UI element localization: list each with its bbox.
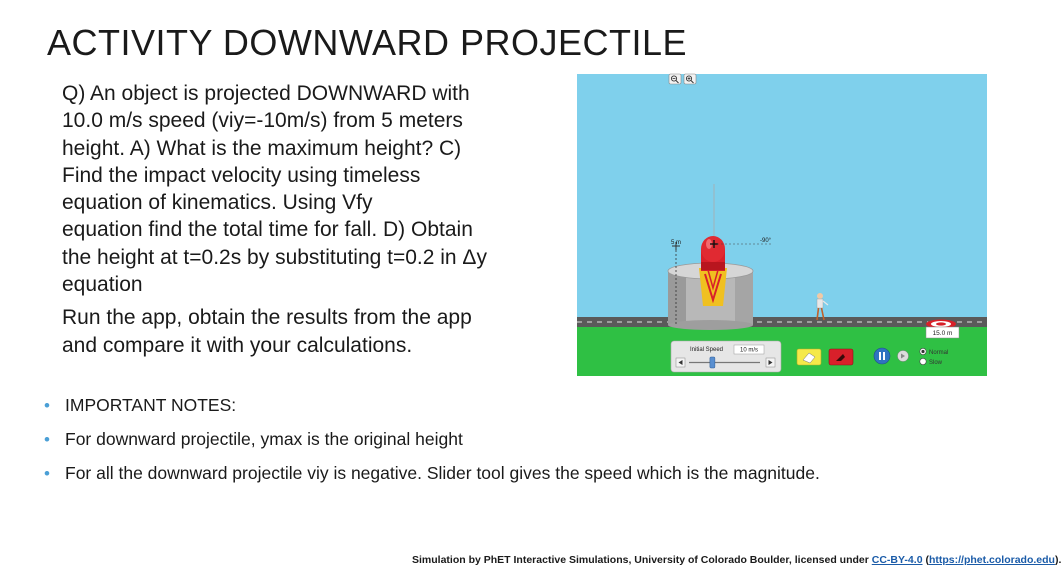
eraser-button[interactable]: [797, 349, 821, 365]
step-button[interactable]: [898, 351, 909, 362]
question-line: height. A) What is the maximum height? C): [62, 136, 462, 160]
phet-site-link[interactable]: https://phet.colorado.edu: [928, 554, 1055, 566]
simulation-canvas[interactable]: [577, 74, 987, 376]
pause-icon: [879, 352, 881, 360]
bullet-icon: •: [44, 396, 50, 415]
note-item: [44, 395, 1004, 429]
initial-speed-panel: [671, 341, 781, 372]
speed-radio-slow[interactable]: [920, 358, 943, 366]
target-distance-label: 15.0 m: [932, 330, 953, 337]
credit-text: Simulation by PhET Interactive Simulations, University of Colorado Boulder, licensed under: [412, 554, 872, 566]
pause-button[interactable]: [874, 348, 890, 364]
instruction-line: Run the app, obtain the results from the app: [62, 306, 472, 330]
instruction-line: and compare it with your calculations.: [62, 333, 413, 357]
question-line: 10.0 m/s speed (viy=-10m/s) from 5 meters: [62, 109, 463, 133]
initial-speed-label: Initial Speed: [690, 347, 724, 353]
height-label: 5 m: [671, 240, 682, 246]
note-text: For downward projectile, ymax is the original height: [65, 429, 463, 449]
question-line: the height at t=0.2s by substituting t=0.2 in Δy: [62, 245, 487, 269]
question-line: equation of kinematics. Using Vfy: [62, 191, 373, 215]
speed-decrement-button[interactable]: [676, 358, 685, 367]
slide-title: ACTIVITY DOWNWARD PROJECTILE: [47, 22, 688, 63]
important-notes-list: [44, 395, 1004, 497]
credit-text: (: [922, 554, 929, 566]
credit-text: ).: [1054, 554, 1061, 566]
bullet-icon: •: [44, 430, 50, 449]
instruction-paragraph: [62, 304, 562, 359]
zoom-out-icon[interactable]: [669, 74, 681, 84]
speed-option-normal: Normal: [929, 350, 949, 356]
angle-label: -90°: [760, 238, 772, 244]
note-item: [44, 429, 1004, 463]
question-line: equation: [62, 273, 143, 297]
bullet-icon: •: [44, 464, 50, 483]
fire-button[interactable]: [829, 349, 853, 365]
speed-option-slow: Slow: [929, 360, 943, 366]
phet-credit: [412, 554, 1061, 566]
note-text: For all the downward projectile viy is negative. Slider tool gives the speed which is the magnitude.: [65, 463, 820, 483]
target-distance-readout: [926, 327, 959, 338]
question-line: equation find the total time for fall. D) Obtain: [62, 218, 473, 242]
speed-increment-button[interactable]: [766, 358, 775, 367]
note-item: [44, 463, 1004, 497]
question-paragraph: [62, 80, 562, 298]
initial-speed-slider-thumb[interactable]: [710, 357, 715, 368]
initial-speed-value: 10 m/s: [739, 347, 759, 354]
zoom-in-icon[interactable]: [684, 74, 696, 84]
phet-simulation-screenshot[interactable]: [577, 74, 987, 376]
note-text: IMPORTANT NOTES:: [65, 395, 237, 415]
question-line: Q) An object is projected DOWNWARD with: [62, 82, 470, 105]
question-text: [62, 80, 562, 365]
question-line: Find the impact velocity using timeless: [62, 163, 421, 187]
license-link[interactable]: CC-BY-4.0: [871, 554, 923, 566]
